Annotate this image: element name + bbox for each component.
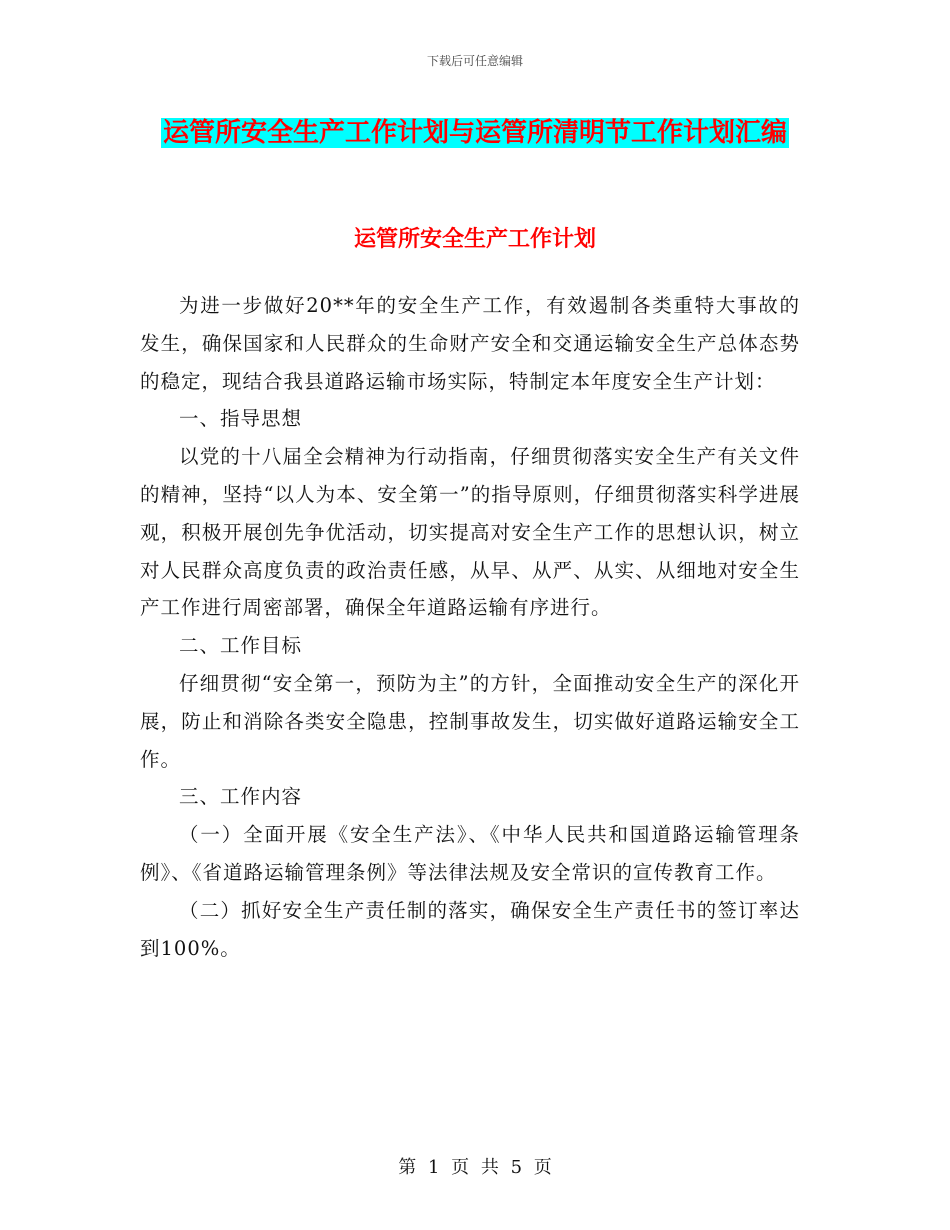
header-note: 下载后可任意编辑 <box>426 54 523 68</box>
heading-guiding-ideology: 一、指导思想 <box>179 407 303 431</box>
page-footer: 第 1 页 共 5 页 <box>398 1157 552 1178</box>
work-content-item-2: （二）抓好安全生产责任制的落实，确保安全生产责任书的签订率达到100%。 <box>140 898 800 960</box>
document-title <box>140 108 810 158</box>
document-body <box>140 287 800 967</box>
document-title-text: 运管所安全生产工作计划与运管所清明节工作计划汇编 <box>162 118 787 148</box>
work-goals-paragraph: 仔细贯彻“安全第一，预防为主”的方针，全面推动安全生产的深化开展，防止和消除各类安全隐患，控制事故发生，切实做好道路运输安全工作。 <box>140 671 800 771</box>
work-content-item-1: （一）全面开展《安全生产法》、《中华人民共和国道路运输管理条例》、《省道路运输管理条例》等法律法规及安全常识的宣传教育工作。 <box>140 823 800 884</box>
guiding-ideology-paragraph: 以党的十八届全会精神为行动指南，仔细贯彻落实安全生产有关文件的精神，坚持“以人为本、安全第一”的指导原则，仔细贯彻落实科学进展观，积极开展创先争优活动，切实提高对安全生产工作的思想认识，树立对人民群众高度负责的政治责任感，从早、从严、从实、从细地对安全生产工作进行周密部署，确保全年道路运输有序进行。 <box>140 445 800 620</box>
heading-work-content: 三、工作内容 <box>179 785 303 809</box>
heading-work-goals: 二、工作目标 <box>179 634 303 658</box>
intro-paragraph: 为进一步做好20**年的安全生产工作，有效遏制各类重特大事故的发生，确保国家和人民群众的生命财产安全和交通运输安全生产总体态势的稳定，现结合我县道路运输市场实际，特制定本年度安全生产计划： <box>140 294 800 393</box>
section-title: 运管所安全生产工作计划 <box>353 226 596 252</box>
